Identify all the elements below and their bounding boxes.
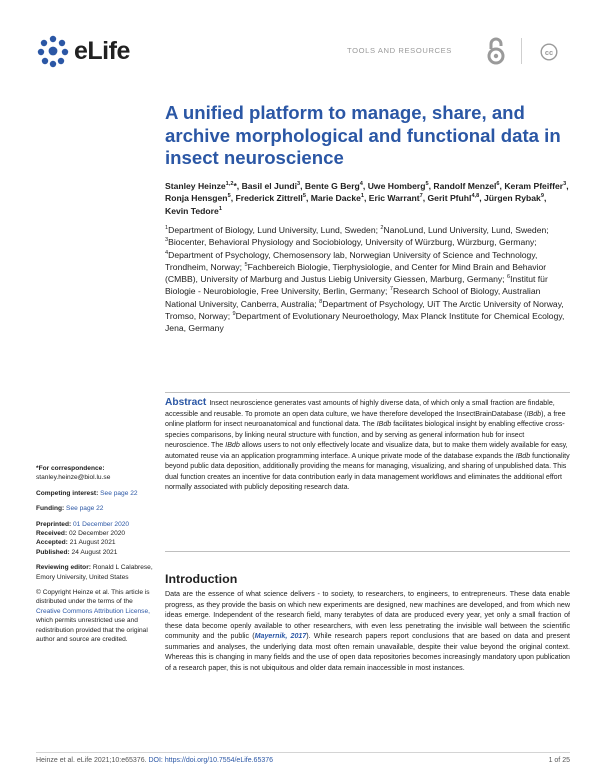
author-affiliation-ref: 4 (359, 181, 363, 188)
affiliation-number: 4 (165, 249, 169, 256)
abstract-bottom-rule (165, 551, 570, 552)
author-affiliation-ref: 7 (419, 193, 423, 200)
author-separator: *, (233, 181, 242, 191)
date-label: Published: (36, 548, 72, 556)
author-name[interactable]: Keram Pfeiffer (504, 181, 564, 191)
elife-logo-icon (36, 34, 70, 68)
date-row (36, 548, 158, 557)
elife-logo[interactable] (36, 34, 130, 68)
author-name[interactable]: Uwe Homberg (367, 181, 426, 191)
reviewing-editor-label: Reviewing editor: (36, 564, 91, 572)
competing-interest-link[interactable]: See page 22 (100, 489, 138, 497)
affiliation-text: Fachbereich Biologie, Tierphysiologie, and Center for Mind Brain and Behavior (CMBB), University of Marburg and Justus Liebig University Giessen, Marburg, Germany; (165, 261, 547, 285)
author-name[interactable]: Randolf Menzel (433, 181, 497, 191)
intro-text-end: ). While research papers report conclusions that are based on data and present summaries and analyses, the underlying data most often remain unavailable, despite their value beyond the original context. Whereas this is changing in many fields and the use of open data repositories becomes increasingly mandatory upon publication of a research paper, this is not ubiquitous and older data remain inaccessible in most instances. (165, 632, 570, 672)
date-row (36, 538, 158, 547)
copyright-notice (36, 588, 158, 644)
author-separator: , (230, 193, 236, 204)
affiliation-text: Department of Psychology, UiT The Arctic University of Norway, Tromso, Norway; (165, 298, 564, 322)
author-affiliation-ref: 5 (425, 181, 429, 188)
author-name[interactable]: Jürgen Rybak (484, 193, 541, 204)
copyright-text-end: which permits unrestricted use and redistribution provided that the original author and source are credited. (36, 617, 148, 644)
author-affiliation-ref: 5 (227, 193, 231, 200)
correspondence (36, 464, 158, 483)
abstract-label: Abstract (165, 397, 207, 408)
author-separator: , (422, 193, 428, 204)
elife-wordmark: eLife (74, 36, 130, 65)
abstract-text-run: allows users to not only effectively locate and visualize data, but to make them widely available for easy, automated reuse via an application programming interface. A unique private mode of the database expands the (165, 441, 568, 460)
author-separator: , (479, 193, 484, 204)
affiliation-number: 7 (389, 286, 393, 293)
cc-license-link[interactable]: Creative Commons Attribution License, (36, 607, 150, 615)
date-value: 21 August 2021 (69, 539, 116, 547)
affiliation-text: Department of Biology, Lund University, Lund, Sweden; (168, 225, 381, 235)
footer-rule (36, 752, 570, 753)
date-label: Accepted: (36, 539, 70, 547)
date-label: Preprinted: (36, 520, 74, 528)
author-separator: , (428, 181, 434, 191)
author-name[interactable]: Ronja Hensgen (165, 193, 228, 204)
svg-text:cc: cc (544, 47, 554, 57)
introduction-paragraph (165, 589, 570, 673)
affiliations (165, 224, 570, 335)
doi-link[interactable]: DOI: https://doi.org/10.7554/eLife.65376 (148, 757, 274, 764)
author-affiliation-ref: 9 (540, 193, 544, 200)
author-name[interactable]: Frederick Zittrell (235, 193, 303, 204)
abstract-text-run: Insect neuroscience generates vast amounts of highly diverse data, of which only a small fraction are findable, accessible and reusable. To promote an open data culture, we have therefore developed the InsectBrainDatabase ( (165, 399, 555, 418)
author-separator: , (364, 193, 369, 204)
author-affiliation-ref: 3 (296, 181, 301, 188)
abstract-text (165, 399, 570, 491)
author-list (165, 180, 570, 217)
affiliation-text: Biocenter, Behavioral Physiology and Sociobiology, University of Würzburg, Würzburg, Germany; (168, 237, 537, 248)
abstract-italic-term: IBdb (515, 451, 531, 460)
date-value: 02 December 2020 (69, 530, 126, 538)
affiliation-number: 2 (380, 225, 384, 232)
affiliation-text: Department of Evolutionary Neuroethology, Max Planck Institute for Chemical Ecology, Jena, Germany (165, 311, 565, 334)
date-row (36, 529, 158, 538)
author-affiliation-ref: 1 (218, 205, 222, 212)
competing-interest-label: Competing interest: (36, 489, 99, 497)
author-separator: , (300, 181, 305, 191)
correspondence-label: *For correspondence: (36, 465, 105, 472)
author-separator: , (543, 193, 547, 204)
affiliation-number: 6 (506, 274, 511, 281)
funding-link[interactable]: See page 22 (66, 505, 104, 513)
affiliation-number: 9 (232, 311, 236, 318)
author-separator: , (362, 181, 368, 191)
affiliation-text: Department of Psychology, Chemosensory lab, Norwegian University of Science and Technology, Trondheim, Norway; (165, 249, 538, 272)
author-separator: , (305, 193, 311, 204)
affiliation-number: 5 (244, 262, 248, 269)
article-type-label: TOOLS AND RESOURCES (347, 46, 452, 55)
abstract-italic-term: IBdb (225, 441, 240, 449)
abstract-text-run: ), a free online platform for insect neuroanatomical and functional data. The (165, 409, 566, 428)
article-title: A unified platform to manage, share, and archive morphological and functional data in insect neuroscience (165, 102, 561, 169)
affiliation-text: Institut für Biologie - Neurobiologie, Free University, Berlin, Germany; (165, 274, 548, 297)
affiliation-text: NanoLund, Lund University, Lund, Sweden; (383, 225, 549, 235)
author-name[interactable]: Eric Warrant (368, 193, 420, 204)
open-access-icon[interactable] (485, 36, 507, 66)
author-affiliation-ref: 4,8 (471, 193, 480, 200)
affiliation-text: Research School of Biology, Australian National University, Canberra, Australia; (165, 286, 541, 309)
citation-link[interactable]: Mayernik, 2017 (254, 632, 307, 641)
author-name[interactable]: Stanley Heinze (165, 181, 226, 191)
author-separator: , (566, 181, 569, 191)
abstract (165, 398, 570, 493)
author-name[interactable]: Basil el Jundi (241, 181, 297, 191)
copyright-text: Copyright Heinze et al. This article is distributed under the terms of the (36, 589, 150, 606)
abstract-top-rule (165, 392, 570, 393)
creative-commons-icon[interactable] (540, 43, 558, 61)
abstract-italic-term: IBdb (376, 420, 392, 428)
abstract-italic-term: IBdb (526, 409, 542, 418)
article-sidebar (36, 464, 158, 651)
copyright-icon: © (36, 589, 41, 597)
author-separator: , (499, 181, 505, 191)
affiliation-number: 8 (319, 298, 323, 305)
author-affiliation-ref: 6 (496, 181, 500, 188)
date-row (36, 520, 158, 529)
affiliation-number: 1 (165, 225, 169, 232)
header-divider (521, 38, 522, 64)
reviewing-editor-value: Ronald L Calabrese, Emory University, United States (36, 564, 153, 581)
page-number: 1 of 25 (548, 757, 570, 764)
correspondence-email[interactable]: stanley.heinze@biol.lu.se (36, 474, 111, 482)
reviewing-editor (36, 563, 158, 582)
article-dates (36, 520, 158, 558)
author-affiliation-ref: 1 (360, 193, 365, 200)
date-value[interactable]: 01 December 2020 (73, 520, 130, 528)
author-name[interactable]: Gerit Pfuhl (427, 193, 472, 204)
affiliation-number: 3 (165, 237, 169, 244)
date-label: Received: (36, 530, 69, 538)
abstract-text-run: facilitates biological insight by enabling effective cross-species comparisons, by linking neural structure with function, and by serving as general information hub for insect neuroscience. The (165, 420, 565, 449)
date-value: 24 August 2021 (71, 548, 118, 556)
author-name[interactable]: Bente G Berg (304, 181, 360, 191)
author-name[interactable]: Kevin Tedore (165, 205, 219, 216)
footer-citation (36, 757, 273, 764)
author-name[interactable]: Marie Dacke (310, 193, 361, 204)
competing-interest (36, 489, 158, 498)
author-affiliation-ref: 1,2 (225, 181, 234, 188)
introduction-heading: Introduction (165, 572, 238, 586)
funding (36, 504, 158, 513)
abstract-text-run: functionality beyond public data deposition, additionally providing the means for managing, visualizing, and sharing of unpublished data. This dual function creates an incentive for data contribution early in data management workflows and eliminates the additional effort normally associated with publicly depositing research data. (165, 451, 570, 491)
funding-label: Funding: (36, 505, 65, 513)
citation-text: Heinze et al. eLife 2021;10:e65376. (36, 757, 147, 764)
author-affiliation-ref: 3 (563, 181, 567, 188)
author-affiliation-ref: 5 (302, 193, 306, 200)
intro-text: Data are the essence of what science delivers - to society, to researchers, to engineers, to entrepreneurs. These data enable progress, as they provide the basis on which new experiments are designed, new machines are developed, and from which new ideas emerge. Independent of the research field, many terabytes of data are produced every year, yet only a small fraction of these data become openly available to other researchers, with even less penetrating the invisible wall between the scientific community and the public ( (165, 590, 570, 641)
